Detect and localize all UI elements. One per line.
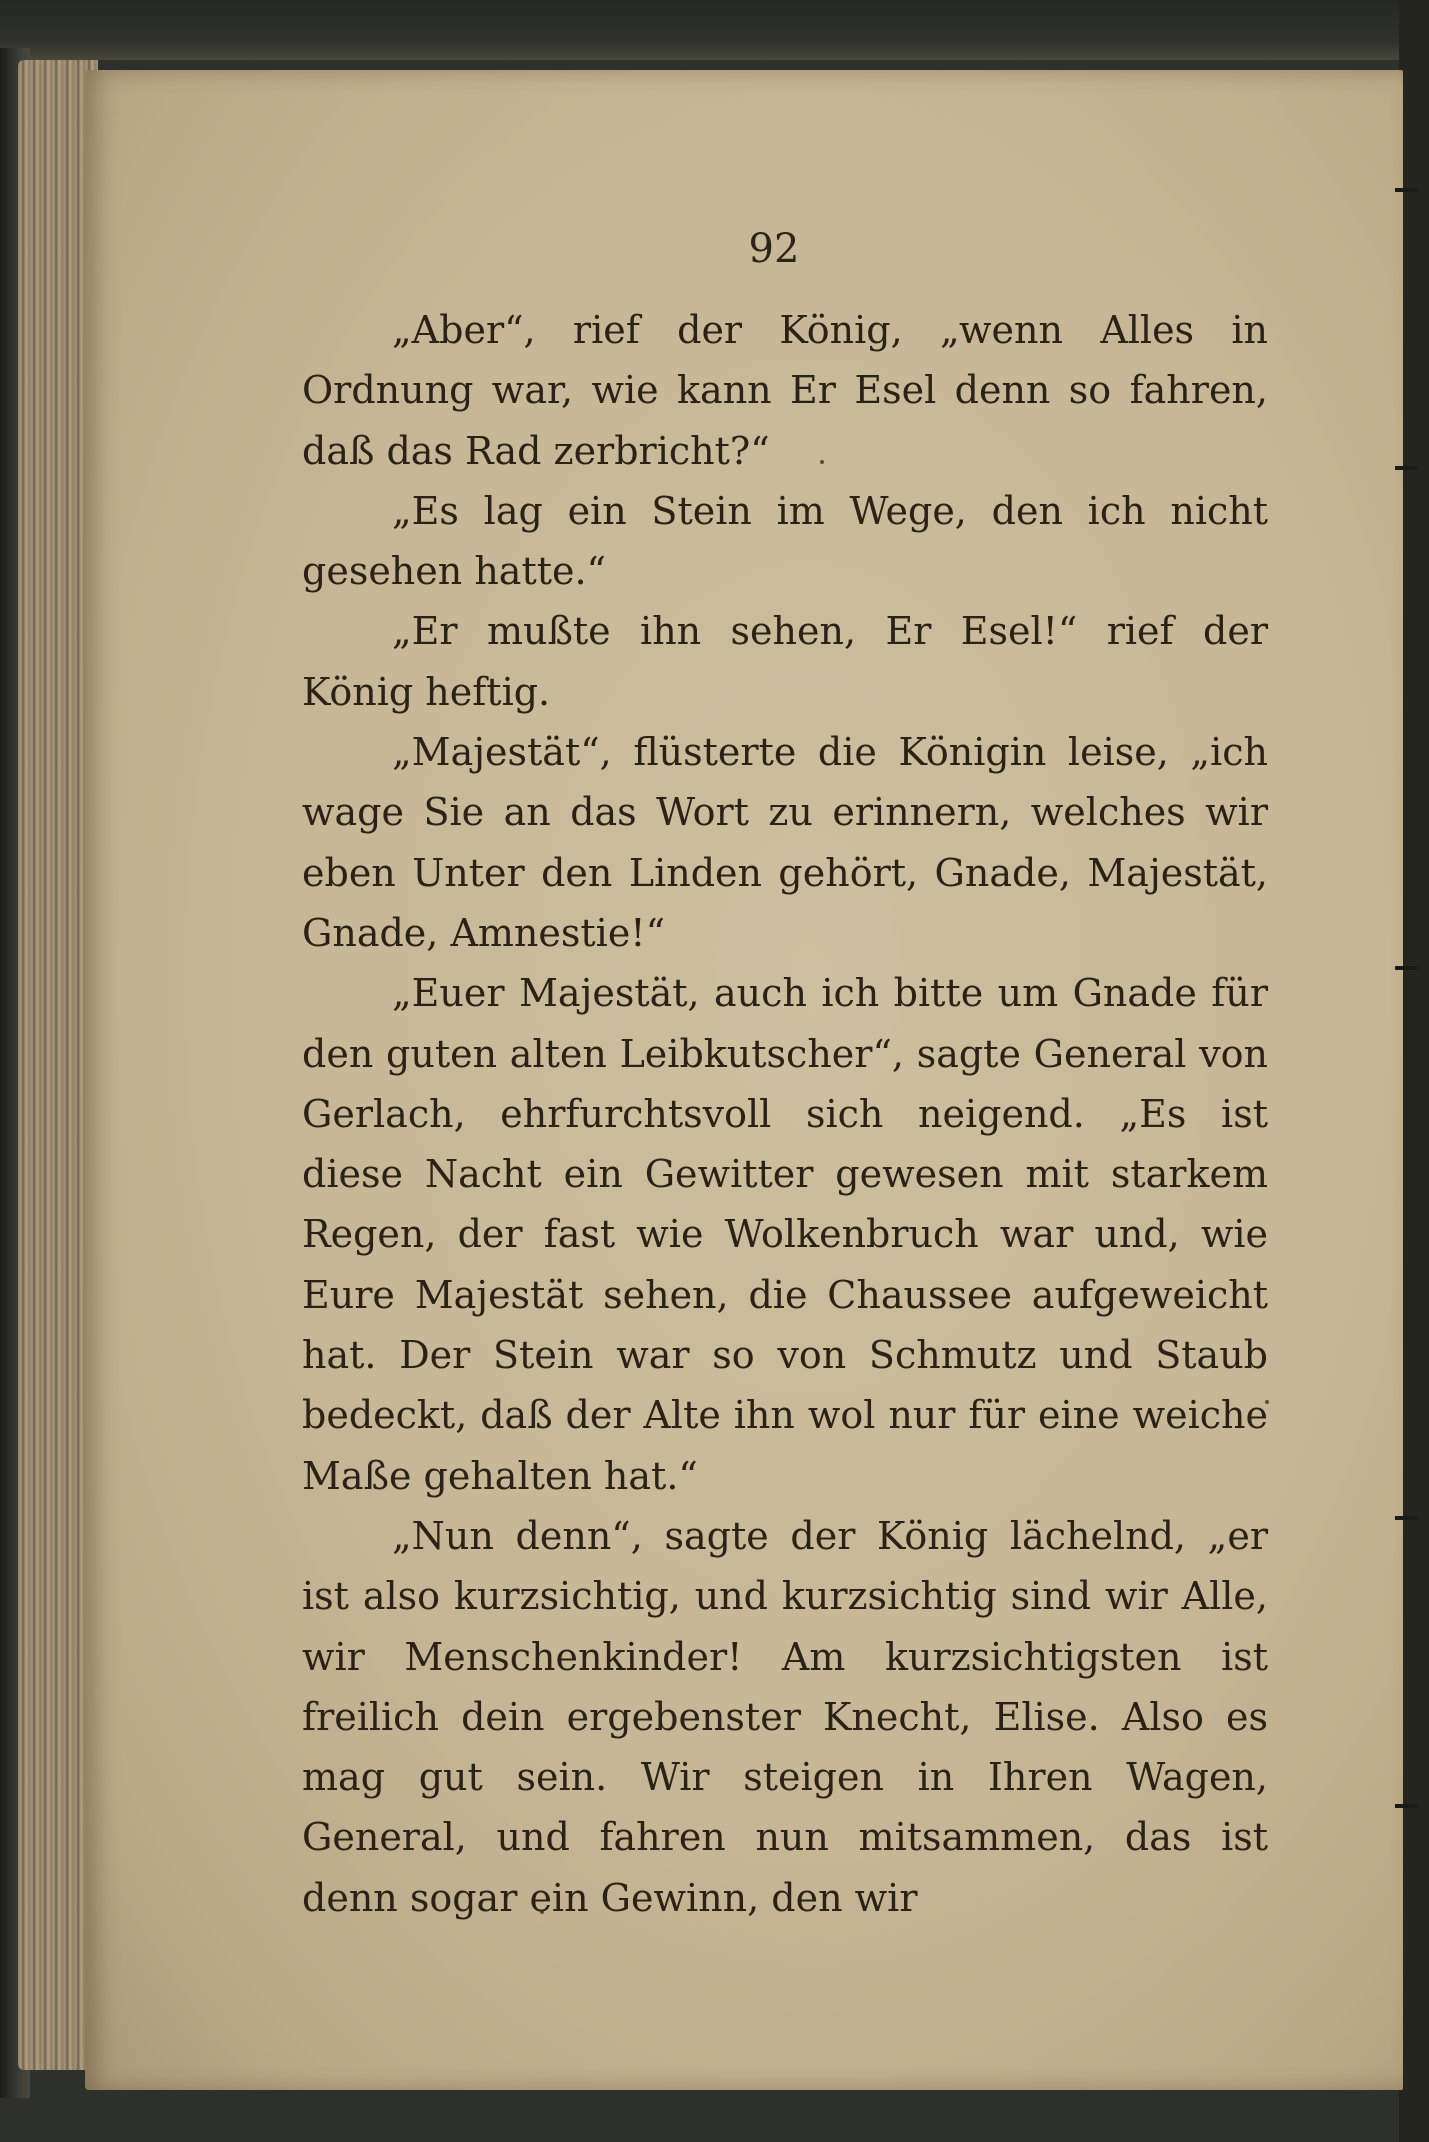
body-text bbox=[302, 300, 1268, 1928]
paragraph: „Euer Majestät, auch ich bitte um Gnade für den guten alten Leibkutscher“, sagte General von Gerlach, ehrfurchtsvoll sich neigend. „Es ist diese Nacht ein Gewitter gewesen mit starkem Regen, der fast wie Wolkenbruch war und, wie Eure Majestät sehen, die Chaussee aufgeweicht hat. Der Stein war so von Schmutz und Staub bedeckt, daß der Alte ihn wol nur für eine weiche Maße gehalten hat.“ bbox=[302, 971, 1268, 1498]
edge-mark bbox=[1395, 1804, 1417, 1808]
paragraph: „Er mußte ihn sehen, Er Esel!“ rief der König heftig. bbox=[302, 609, 1268, 714]
edge-mark bbox=[1395, 966, 1417, 970]
edge-mark bbox=[1395, 466, 1417, 470]
page-number: 92 bbox=[748, 226, 800, 272]
edge-mark bbox=[1395, 1516, 1417, 1520]
right-edge bbox=[1399, 0, 1429, 2142]
edge-mark bbox=[1395, 188, 1417, 192]
paragraph: „Majestät“, flüsterte die Königin leise, „ich wage Sie an das Wort zu erinnern, welches wir eben Unter den Linden gehört, Gnade, Majestät, Gnade, Amnestie!“ bbox=[302, 730, 1268, 955]
paragraph: „Nun denn“, sagte der König lächelnd, „er ist also kurzsichtig, und kurzsichtig sind wir Alle, wir Menschenkinder! Am kurzsichtigsten ist freilich dein ergebenster Knecht, Elise. Also es mag gut sein. Wir steigen in Ihren Wagen, General, und fahren nun mitsammen, das ist denn sogar ein Gewinn, den wir bbox=[302, 1513, 1268, 1920]
paragraph: „Es lag ein Stein im Wege, den ich nicht gesehen hatte.“ bbox=[302, 488, 1268, 594]
paragraph: „Aber“, rief der König, „wenn Alles in Ordnung war, wie kann Er Esel denn so fahren, daß das Rad zerbricht?“ bbox=[302, 308, 1268, 473]
binding-top bbox=[0, 0, 1429, 60]
